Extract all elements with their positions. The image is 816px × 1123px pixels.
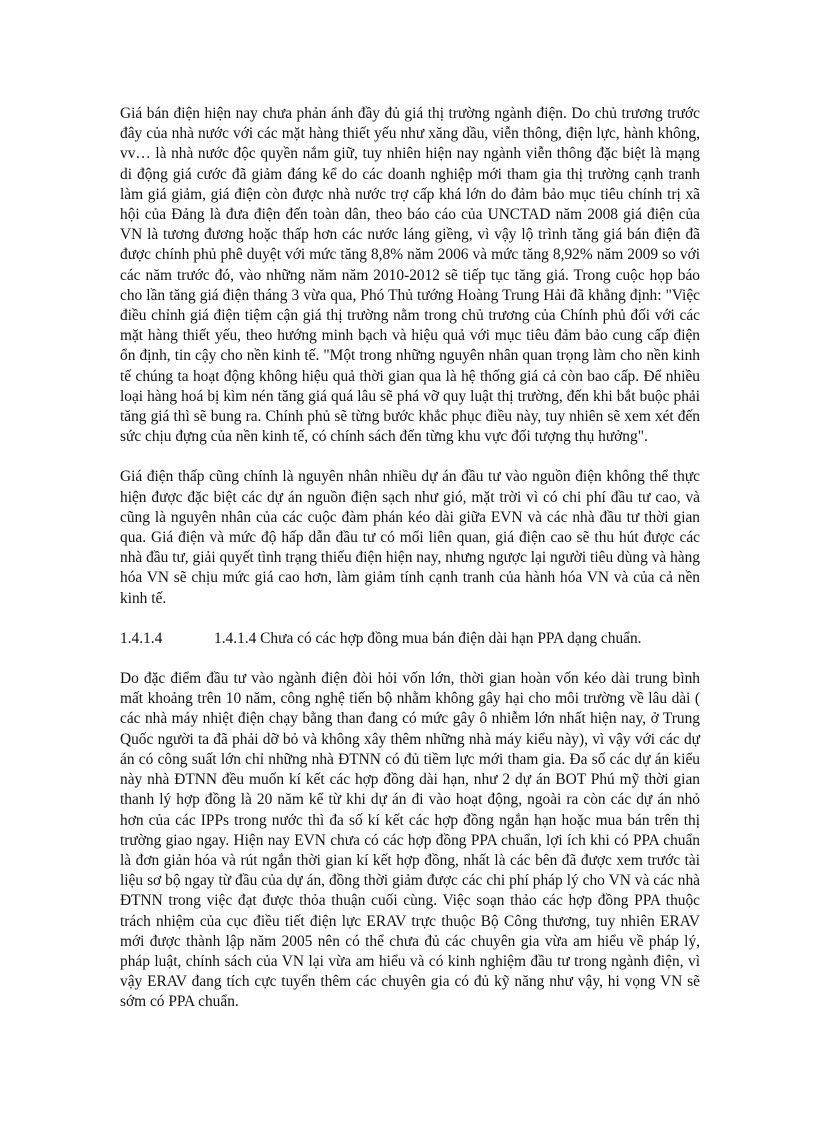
paragraph-ppa-contracts: Do đặc điểm đầu tư vào ngành điện đòi hỏi vốn lớn, thời gian hoàn vốn kéo dài trung bình mất khoảng trên 10 năm, công nghệ tiến bộ nhằm không gây hại cho môi trường về lâu dài ( các nhà máy nhiệt điện chạy bằng than đang có mức gây ô nhiễm lớn nhất hiện nay, ở Trung Quốc người ta đã phải dỡ bỏ và không xây thêm những nhà máy kiểu này), vì vậy với các dự án có công suất lớn chỉ những nhà ĐTNN có đủ tiềm lực mới tham gia. Đa số các dự án kiểu này nhà ĐTNN đều muốn kí kết các hợp đồng dài hạn, như 2 dự án BOT Phú mỹ thời gian thanh lý hợp đồng là 20 năm kể từ khi dự án đi vào hoạt động, ngoài ra còn các dự án nhỏ hơn của các IPPs trong nước thì đa số kí kết các hợp đồng ngắn hạn hoặc mua bán trên thị trường giao ngay. Hiện nay EVN chưa có các hợp đồng PPA chuẩn, lợi ích khi có PPA chuẩn là đơn giản hóa và rút ngắn thời gian kí kết hợp đồng, nhất là các bên đã được xem trước tài liệu sơ bộ ngay từ đầu của dự án, đồng thời giảm được các chi phí pháp lý cho VN và các nhà ĐTNN trong việc đạt được thỏa thuận cuối cùng. Việc soạn thảo các hợp đồng PPA thuộc trách nhiệm của cục điều tiết điện lực ERAV trực thuộc Bộ Công thương, tuy nhiên ERAV mới được thành lập năm 2005 nên có thể chưa đủ các chuyên gia vừa am hiểu về pháp lý, pháp luật, chính sách của VN lại vừa am hiểu và có kinh nghiệm đầu tư trong ngành điện, vì vậy ERAV đang tích cực tuyển thêm các chuyên gia có đủ kỹ năng như vậy, hi vọng VN sẽ sớm có PPA chuẩn. (120, 670, 700, 1011)
section-heading (120, 629, 700, 649)
paragraph-low-price-consequences: Giá điện thấp cũng chính là nguyên nhân nhiều dự án đầu tư vào nguồn điện không thể thực hiện được đặc biệt các dự án nguồn điện sạch như gió, mặt trời vì có chi phí đầu tư cao, và cũng là nguyên nhân của các cuộc đàm phán kéo dài giữa EVN và các nhà đầu tư thời gian qua. Giá điện và mức độ hấp dẫn đầu tư có mối liên quan, giá điện cao sẽ thu hút được các nhà đầu tư, giải quyết tình trạng thiếu điện hiện nay, nhưng ngược lại người tiêu dùng và hàng hóa VN sẽ chịu mức giá cao hơn, làm giảm tính cạnh tranh của hành hóa VN và của cả nền kinh tế. (120, 468, 700, 607)
paragraph-electricity-price: Giá bán điện hiện nay chưa phản ánh đầy đủ giá thị trường ngành điện. Do chủ trương trước đây của nhà nước với các mặt hàng thiết yếu như xăng dầu, viễn thông, điện lực, hành không, vv… là nhà nước độc quyền nắm giữ, tuy nhiên hiện nay ngành viễn thông đặc biệt là mạng di động giá cước đã giảm đáng kể do các doanh nghiệp mới tham gia thị trường cạnh tranh làm giá giảm, giá điện còn được nhà nước trợ cấp khá lớn do đảm bảo mục tiêu chính trị xã hội của Đảng là đưa điện đến toàn dân, theo báo cáo của UNCTAD năm 2008 giá điện của VN là tương đương hoặc thấp hơn các nước láng giềng, vì vậy lộ trình tăng giá bán điện đã được chính phủ phê duyệt với mức tăng 8,8% năm 2006 và mức tăng 8,92% năm 2009 so với các năm trước đó, vào những năm năm 2010-2012 sẽ tiếp tục tăng giá. Trong cuộc họp báo cho lần tăng giá điện tháng 3 vừa qua, Phó Thủ tướng Hoàng Trung Hải đã khẳng định: "Việc điều chỉnh giá điện tiệm cận giá thị trường nằm trong chủ trương của Chính phủ đối với các mặt hàng thiết yếu, theo hướng minh bạch và hiệu quả với mục tiêu đảm bảo cung cấp điện ổn định, tin cậy cho nền kinh tế. "Một trong những nguyên nhân quan trọng làm cho nền kinh tế chúng ta hoạt động không hiệu quả thời gian qua là hệ thống giá cả còn bao cấp. Để nhiều loại hàng hoá bị kìm nén tăng giá quá lâu sẽ phá vỡ quy luật thị trường, đến khi bắt buộc phải tăng giá thì sẽ bung ra. Chính phủ sẽ từng bước khắc phục điều này, tuy nhiên sẽ xem xét đến sức chịu đựng của nền kinh tế, có chính sách đến từng khu vực đối tượng thụ hưởng". (120, 105, 700, 446)
document-page (120, 104, 700, 1033)
section-number: 1.4.1.4 (120, 629, 163, 647)
section-title: 1.4.1.4 Chưa có các hợp đồng mua bán điện dài hạn PPA dạng chuẩn. (214, 629, 642, 647)
